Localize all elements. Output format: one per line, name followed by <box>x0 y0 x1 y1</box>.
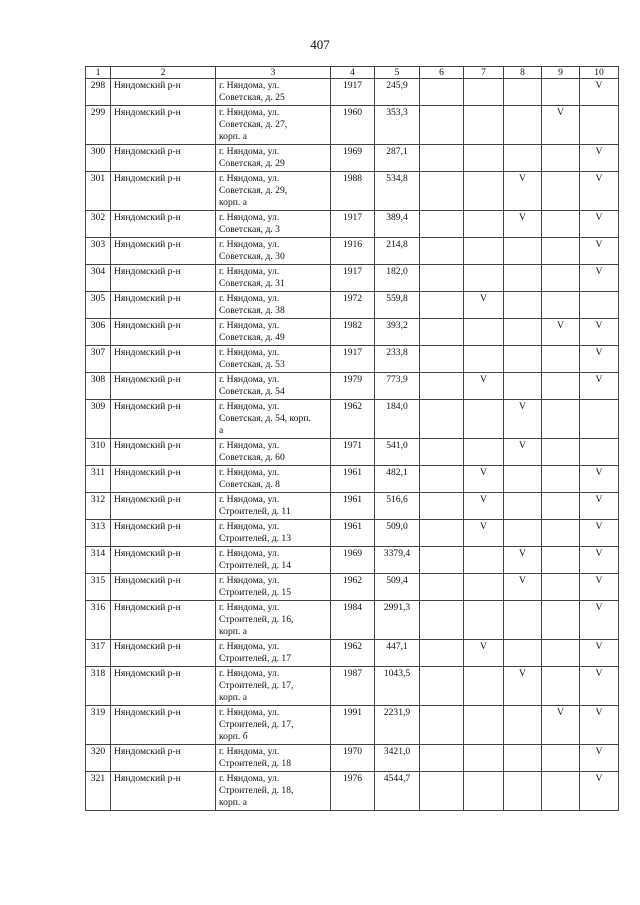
mark-cell-6 <box>420 574 464 601</box>
mark-cell-10: V <box>580 211 619 238</box>
mark-cell-10: V <box>580 547 619 574</box>
mark-cell-9 <box>542 373 580 400</box>
row-number-cell: 307 <box>86 346 111 373</box>
mark-cell-8: V <box>504 667 542 706</box>
area-cell: 2991,3 <box>375 601 420 640</box>
col-header: 7 <box>464 67 504 79</box>
row-number-cell: 313 <box>86 520 111 547</box>
mark-cell-9 <box>542 520 580 547</box>
mark-cell-10: V <box>580 493 619 520</box>
table-row <box>86 493 619 520</box>
mark-cell-9 <box>542 292 580 319</box>
mark-cell-10: V <box>580 706 619 745</box>
mark-cell-6 <box>420 145 464 172</box>
mark-cell-6 <box>420 772 464 811</box>
row-number-cell: 303 <box>86 238 111 265</box>
year-cell: 1984 <box>331 601 375 640</box>
mark-cell-10: V <box>580 772 619 811</box>
area-cell: 516,6 <box>375 493 420 520</box>
mark-cell-8 <box>504 238 542 265</box>
mark-cell-6 <box>420 292 464 319</box>
mark-cell-8 <box>504 106 542 145</box>
year-cell: 1971 <box>331 439 375 466</box>
mark-cell-10: V <box>580 745 619 772</box>
row-number-cell: 321 <box>86 772 111 811</box>
mark-cell-9 <box>542 745 580 772</box>
mark-cell-8 <box>504 373 542 400</box>
row-number-cell: 317 <box>86 640 111 667</box>
table-row <box>86 400 619 439</box>
mark-cell-9 <box>542 346 580 373</box>
row-number-cell: 319 <box>86 706 111 745</box>
year-cell: 1979 <box>331 373 375 400</box>
mark-cell-8 <box>504 520 542 547</box>
row-number-cell: 316 <box>86 601 111 640</box>
address-cell: г. Няндома, ул. Строителей, д. 17, корп. а <box>216 667 331 706</box>
mark-cell-6 <box>420 706 464 745</box>
address-cell: г. Няндома, ул. Советская, д. 8 <box>216 466 331 493</box>
table-row <box>86 292 619 319</box>
year-cell: 1991 <box>331 706 375 745</box>
district-cell: Няндомский р-н <box>111 601 216 640</box>
year-cell: 1917 <box>331 79 375 106</box>
mark-cell-9 <box>542 145 580 172</box>
table-row <box>86 319 619 346</box>
address-cell: г. Няндома, ул. Советская, д. 54 <box>216 373 331 400</box>
mark-cell-8 <box>504 319 542 346</box>
mark-cell-8: V <box>504 574 542 601</box>
year-cell: 1916 <box>331 238 375 265</box>
mark-cell-10 <box>580 292 619 319</box>
table-row <box>86 520 619 547</box>
mark-cell-7 <box>464 547 504 574</box>
mark-cell-6 <box>420 211 464 238</box>
table-row <box>86 574 619 601</box>
district-cell: Няндомский р-н <box>111 79 216 106</box>
mark-cell-8 <box>504 772 542 811</box>
table-row <box>86 439 619 466</box>
mark-cell-8: V <box>504 211 542 238</box>
district-cell: Няндомский р-н <box>111 667 216 706</box>
mark-cell-7 <box>464 145 504 172</box>
col-header: 1 <box>86 67 111 79</box>
area-cell: 214,8 <box>375 238 420 265</box>
table-row <box>86 346 619 373</box>
row-number-cell: 312 <box>86 493 111 520</box>
mark-cell-10: V <box>580 172 619 211</box>
address-cell: г. Няндома, ул. Советская, д. 31 <box>216 265 331 292</box>
mark-cell-9 <box>542 211 580 238</box>
table-row <box>86 640 619 667</box>
district-cell: Няндомский р-н <box>111 373 216 400</box>
mark-cell-8 <box>504 640 542 667</box>
district-cell: Няндомский р-н <box>111 745 216 772</box>
table-row <box>86 106 619 145</box>
district-cell: Няндомский р-н <box>111 706 216 745</box>
year-cell: 1961 <box>331 520 375 547</box>
mark-cell-9 <box>542 601 580 640</box>
address-cell: г. Няндома, ул. Строителей, д. 15 <box>216 574 331 601</box>
area-cell: 773,9 <box>375 373 420 400</box>
mark-cell-10: V <box>580 520 619 547</box>
area-cell: 389,4 <box>375 211 420 238</box>
district-cell: Няндомский р-н <box>111 319 216 346</box>
row-number-cell: 320 <box>86 745 111 772</box>
registry-table <box>85 66 619 811</box>
page-number: 407 <box>310 37 330 52</box>
area-cell: 482,1 <box>375 466 420 493</box>
address-cell: г. Няндома, ул. Строителей, д. 17, корп. б <box>216 706 331 745</box>
mark-cell-6 <box>420 493 464 520</box>
district-cell: Няндомский р-н <box>111 211 216 238</box>
address-cell: г. Няндома, ул. Советская, д. 29, корп. а <box>216 172 331 211</box>
table-row <box>86 238 619 265</box>
row-number-cell: 300 <box>86 145 111 172</box>
row-number-cell: 309 <box>86 400 111 439</box>
row-number-cell: 314 <box>86 547 111 574</box>
address-cell: г. Няндома, ул. Строителей, д. 14 <box>216 547 331 574</box>
col-header: 3 <box>216 67 331 79</box>
row-number-cell: 310 <box>86 439 111 466</box>
mark-cell-6 <box>420 319 464 346</box>
mark-cell-6 <box>420 400 464 439</box>
year-cell: 1970 <box>331 745 375 772</box>
year-cell: 1982 <box>331 319 375 346</box>
mark-cell-7: V <box>464 520 504 547</box>
year-cell: 1976 <box>331 772 375 811</box>
address-cell: г. Няндома, ул. Строителей, д. 13 <box>216 520 331 547</box>
mark-cell-9: V <box>542 106 580 145</box>
mark-cell-10 <box>580 106 619 145</box>
mark-cell-7 <box>464 772 504 811</box>
district-cell: Няндомский р-н <box>111 772 216 811</box>
area-cell: 393,2 <box>375 319 420 346</box>
district-cell: Няндомский р-н <box>111 145 216 172</box>
address-cell: г. Няндома, ул. Советская, д. 54, корп. а <box>216 400 331 439</box>
district-cell: Няндомский р-н <box>111 520 216 547</box>
mark-cell-6 <box>420 172 464 211</box>
mark-cell-7: V <box>464 373 504 400</box>
row-number-cell: 305 <box>86 292 111 319</box>
address-cell: г. Няндома, ул. Советская, д. 53 <box>216 346 331 373</box>
mark-cell-10: V <box>580 574 619 601</box>
mark-cell-7 <box>464 745 504 772</box>
table-row <box>86 601 619 640</box>
row-number-cell: 318 <box>86 667 111 706</box>
area-cell: 509,4 <box>375 574 420 601</box>
mark-cell-9 <box>542 439 580 466</box>
header-row <box>86 67 619 79</box>
mark-cell-6 <box>420 601 464 640</box>
mark-cell-9 <box>542 172 580 211</box>
mark-cell-9 <box>542 493 580 520</box>
row-number-cell: 315 <box>86 574 111 601</box>
district-cell: Няндомский р-н <box>111 466 216 493</box>
mark-cell-8 <box>504 466 542 493</box>
address-cell: г. Няндома, ул. Советская, д. 3 <box>216 211 331 238</box>
mark-cell-7 <box>464 211 504 238</box>
area-cell: 182,0 <box>375 265 420 292</box>
mark-cell-7 <box>464 319 504 346</box>
year-cell: 1972 <box>331 292 375 319</box>
mark-cell-9 <box>542 547 580 574</box>
year-cell: 1962 <box>331 640 375 667</box>
row-number-cell: 308 <box>86 373 111 400</box>
mark-cell-8 <box>504 346 542 373</box>
table-row <box>86 211 619 238</box>
mark-cell-10: V <box>580 373 619 400</box>
table-row <box>86 265 619 292</box>
table-row <box>86 706 619 745</box>
mark-cell-7: V <box>464 466 504 493</box>
district-cell: Няндомский р-н <box>111 547 216 574</box>
mark-cell-7 <box>464 265 504 292</box>
mark-cell-9 <box>542 574 580 601</box>
area-cell: 509,0 <box>375 520 420 547</box>
mark-cell-8: V <box>504 439 542 466</box>
district-cell: Няндомский р-н <box>111 400 216 439</box>
district-cell: Няндомский р-н <box>111 172 216 211</box>
table-row <box>86 172 619 211</box>
mark-cell-6 <box>420 106 464 145</box>
mark-cell-7 <box>464 601 504 640</box>
mark-cell-8 <box>504 706 542 745</box>
area-cell: 541,0 <box>375 439 420 466</box>
table-row <box>86 79 619 106</box>
area-cell: 1043,5 <box>375 667 420 706</box>
district-cell: Няндомский р-н <box>111 292 216 319</box>
area-cell: 245,9 <box>375 79 420 106</box>
district-cell: Няндомский р-н <box>111 493 216 520</box>
area-cell: 3421,0 <box>375 745 420 772</box>
row-number-cell: 306 <box>86 319 111 346</box>
mark-cell-10: V <box>580 667 619 706</box>
address-cell: г. Няндома, ул. Строителей, д. 18, корп. а <box>216 772 331 811</box>
area-cell: 233,8 <box>375 346 420 373</box>
mark-cell-10: V <box>580 346 619 373</box>
mark-cell-10: V <box>580 640 619 667</box>
mark-cell-9 <box>542 400 580 439</box>
area-cell: 447,1 <box>375 640 420 667</box>
mark-cell-6 <box>420 520 464 547</box>
address-cell: г. Няндома, ул. Советская, д. 38 <box>216 292 331 319</box>
mark-cell-7 <box>464 574 504 601</box>
mark-cell-7 <box>464 346 504 373</box>
mark-cell-6 <box>420 439 464 466</box>
mark-cell-8: V <box>504 400 542 439</box>
mark-cell-9 <box>542 466 580 493</box>
district-cell: Няндомский р-н <box>111 640 216 667</box>
district-cell: Няндомский р-н <box>111 106 216 145</box>
mark-cell-8 <box>504 493 542 520</box>
col-header: 4 <box>331 67 375 79</box>
address-cell: г. Няндома, ул. Советская, д. 60 <box>216 439 331 466</box>
row-number-cell: 298 <box>86 79 111 106</box>
mark-cell-6 <box>420 238 464 265</box>
mark-cell-7 <box>464 706 504 745</box>
year-cell: 1969 <box>331 145 375 172</box>
mark-cell-8 <box>504 265 542 292</box>
mark-cell-10 <box>580 400 619 439</box>
mark-cell-8: V <box>504 172 542 211</box>
table-row <box>86 667 619 706</box>
mark-cell-10: V <box>580 466 619 493</box>
mark-cell-10: V <box>580 145 619 172</box>
mark-cell-9 <box>542 79 580 106</box>
mark-cell-10 <box>580 439 619 466</box>
area-cell: 3379,4 <box>375 547 420 574</box>
address-cell: г. Няндома, ул. Советская, д. 27, корп. а <box>216 106 331 145</box>
mark-cell-6 <box>420 547 464 574</box>
area-cell: 2231,9 <box>375 706 420 745</box>
year-cell: 1961 <box>331 493 375 520</box>
mark-cell-6 <box>420 466 464 493</box>
year-cell: 1917 <box>331 346 375 373</box>
year-cell: 1962 <box>331 574 375 601</box>
mark-cell-10: V <box>580 265 619 292</box>
address-cell: г. Няндома, ул. Строителей, д. 17 <box>216 640 331 667</box>
address-cell: г. Няндома, ул. Строителей, д. 18 <box>216 745 331 772</box>
year-cell: 1917 <box>331 211 375 238</box>
mark-cell-9: V <box>542 706 580 745</box>
col-header: 2 <box>111 67 216 79</box>
year-cell: 1988 <box>331 172 375 211</box>
district-cell: Няндомский р-н <box>111 574 216 601</box>
mark-cell-7: V <box>464 292 504 319</box>
year-cell: 1987 <box>331 667 375 706</box>
mark-cell-7 <box>464 79 504 106</box>
col-header: 9 <box>542 67 580 79</box>
table-row <box>86 745 619 772</box>
area-cell: 184,0 <box>375 400 420 439</box>
address-cell: г. Няндома, ул. Строителей, д. 11 <box>216 493 331 520</box>
mark-cell-6 <box>420 667 464 706</box>
district-cell: Няндомский р-н <box>111 238 216 265</box>
address-cell: г. Няндома, ул. Советская, д. 25 <box>216 79 331 106</box>
mark-cell-7 <box>464 172 504 211</box>
mark-cell-6 <box>420 640 464 667</box>
area-cell: 534,8 <box>375 172 420 211</box>
year-cell: 1962 <box>331 400 375 439</box>
area-cell: 4544,7 <box>375 772 420 811</box>
mark-cell-8 <box>504 79 542 106</box>
district-cell: Няндомский р-н <box>111 265 216 292</box>
mark-cell-9 <box>542 265 580 292</box>
mark-cell-6 <box>420 373 464 400</box>
col-header: 5 <box>375 67 420 79</box>
table-row <box>86 466 619 493</box>
mark-cell-9 <box>542 238 580 265</box>
row-number-cell: 304 <box>86 265 111 292</box>
year-cell: 1961 <box>331 466 375 493</box>
mark-cell-8 <box>504 145 542 172</box>
row-number-cell: 301 <box>86 172 111 211</box>
table-row <box>86 145 619 172</box>
district-cell: Няндомский р-н <box>111 346 216 373</box>
mark-cell-7 <box>464 238 504 265</box>
area-cell: 287,1 <box>375 145 420 172</box>
mark-cell-10: V <box>580 601 619 640</box>
mark-cell-6 <box>420 346 464 373</box>
table-row <box>86 772 619 811</box>
area-cell: 353,3 <box>375 106 420 145</box>
address-cell: г. Няндома, ул. Строителей, д. 16, корп. а <box>216 601 331 640</box>
mark-cell-8 <box>504 745 542 772</box>
col-header: 8 <box>504 67 542 79</box>
row-number-cell: 311 <box>86 466 111 493</box>
mark-cell-7 <box>464 439 504 466</box>
address-cell: г. Няндома, ул. Советская, д. 29 <box>216 145 331 172</box>
year-cell: 1969 <box>331 547 375 574</box>
mark-cell-7: V <box>464 640 504 667</box>
col-header: 6 <box>420 67 464 79</box>
mark-cell-8 <box>504 601 542 640</box>
col-header: 10 <box>580 67 619 79</box>
mark-cell-9: V <box>542 319 580 346</box>
mark-cell-8: V <box>504 547 542 574</box>
address-cell: г. Няндома, ул. Советская, д. 49 <box>216 319 331 346</box>
year-cell: 1960 <box>331 106 375 145</box>
row-number-cell: 302 <box>86 211 111 238</box>
mark-cell-7 <box>464 106 504 145</box>
mark-cell-6 <box>420 79 464 106</box>
area-cell: 559,8 <box>375 292 420 319</box>
row-number-cell: 299 <box>86 106 111 145</box>
mark-cell-9 <box>542 667 580 706</box>
mark-cell-7: V <box>464 493 504 520</box>
mark-cell-10: V <box>580 79 619 106</box>
district-cell: Няндомский р-н <box>111 439 216 466</box>
mark-cell-9 <box>542 772 580 811</box>
mark-cell-6 <box>420 265 464 292</box>
mark-cell-7 <box>464 400 504 439</box>
mark-cell-10: V <box>580 319 619 346</box>
mark-cell-6 <box>420 745 464 772</box>
mark-cell-10: V <box>580 238 619 265</box>
mark-cell-7 <box>464 667 504 706</box>
mark-cell-9 <box>542 640 580 667</box>
table-row <box>86 547 619 574</box>
mark-cell-8 <box>504 292 542 319</box>
address-cell: г. Няндома, ул. Советская, д. 30 <box>216 238 331 265</box>
year-cell: 1917 <box>331 265 375 292</box>
table-row <box>86 373 619 400</box>
